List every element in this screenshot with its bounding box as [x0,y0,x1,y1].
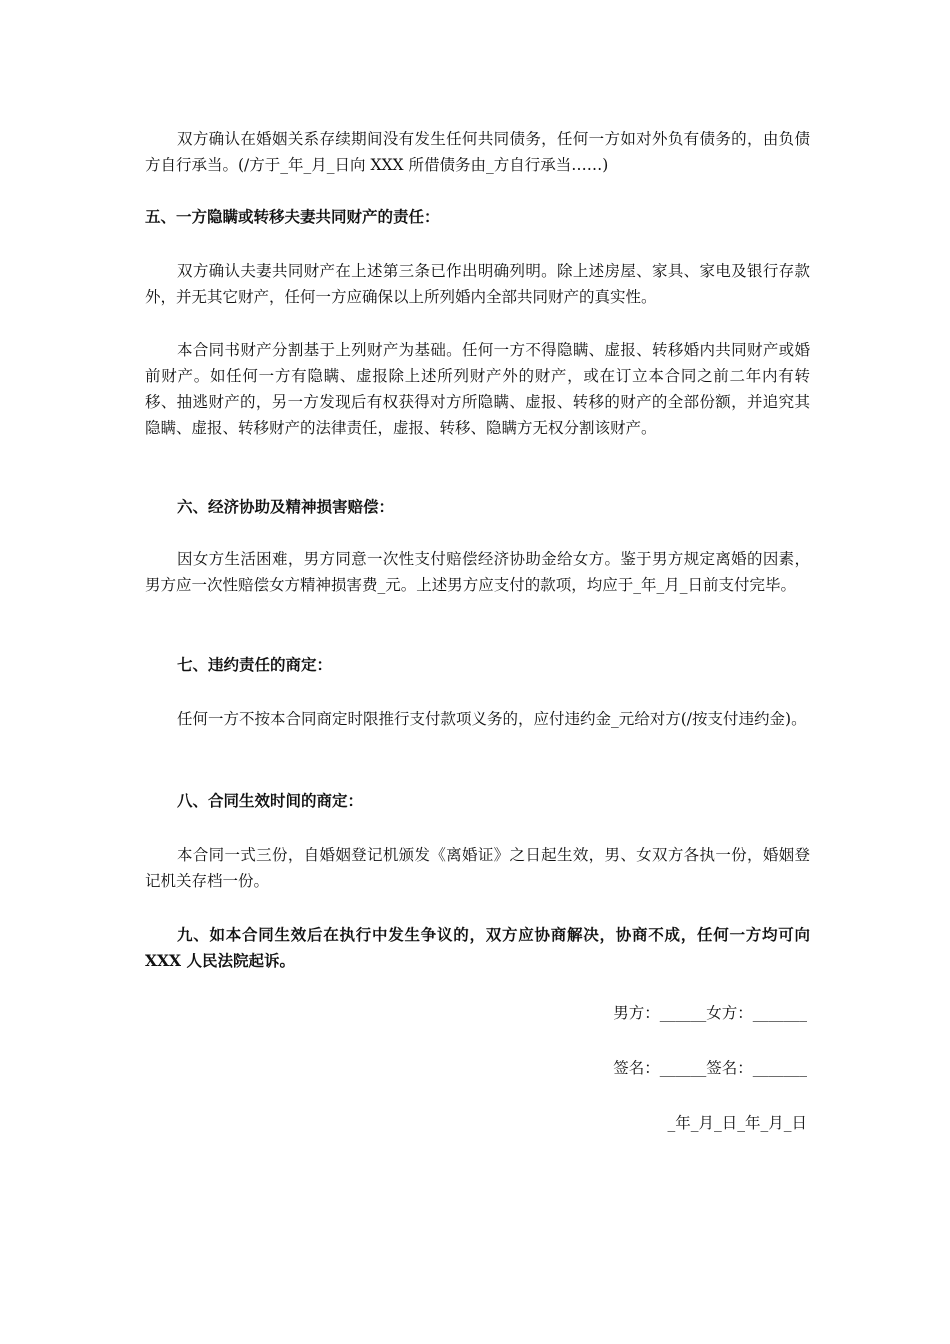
date-line: _年_月_日_年_月_日 [667,1114,807,1132]
section-9-clause: 九、如本合同生效后在执行中发生争议的，双方应协商解决，协商不成，任何一方均可向 XXX 人民法院起诉。 [145,925,810,970]
section-6-heading: 六、经济协助及精神损害赔偿： [177,497,395,516]
section-6-paragraph: 因女方生活困难，男方同意一次性支付赔偿经济协助金给女方。鉴于男方规定离婚的因素，男方应一次性赔偿女方精神损害费_元。上述男方应支付的款项，均应于_年_月_日前支付完毕。 [145,550,810,594]
section-5-heading: 五、一方隐瞒或转移夫妻共同财产的责任： [145,207,440,226]
sign-line: 签名：______签名：_______ [613,1059,807,1077]
debt-confirmation-paragraph: 双方确认在婚姻关系存续期间没有发生任何共同债务，任何一方如对外负有债务的，由负债方自行承当。(/方于_年_月_日向 XXX 所借债务由_方自行承当……) [145,130,810,174]
section-5-paragraph-1: 双方确认夫妻共同财产在上述第三条已作出明确列明。除上述房屋、家具、家电及银行存款外，并无其它财产，任何一方应确保以上所列婚内全部共同财产的真实性。 [145,262,810,306]
section-8-heading: 八、合同生效时间的商定： [177,791,364,810]
section-7-paragraph: 任何一方不按本合同商定时限推行支付款项义务的，应付违约金_元给对方(/按支付违约金)。 [177,710,807,728]
party-signature-line: 男方：______女方：_______ [613,1004,807,1022]
section-7-heading: 七、违约责任的商定： [177,655,333,674]
section-5-paragraph-2: 本合同书财产分割基于上列财产为基础。任何一方不得隐瞒、虚报、转移婚内共同财产或婚前财产。如任何一方有隐瞒、虚报除上述所列财产外的财产，或在订立本合同之前二年内有转移、抽逃财产的，另一方发现后有权获得对方所隐瞒、虚报、转移的财产的全部份额，并追究其隐瞒、虚报、转移财产的法律责任，虚报、转移、隐瞒方无权分割该财产。 [145,341,810,437]
section-8-paragraph: 本合同一式三份，自婚姻登记机颁发《离婚证》之日起生效，男、女双方各执一份，婚姻登记机关存档一份。 [145,846,810,890]
